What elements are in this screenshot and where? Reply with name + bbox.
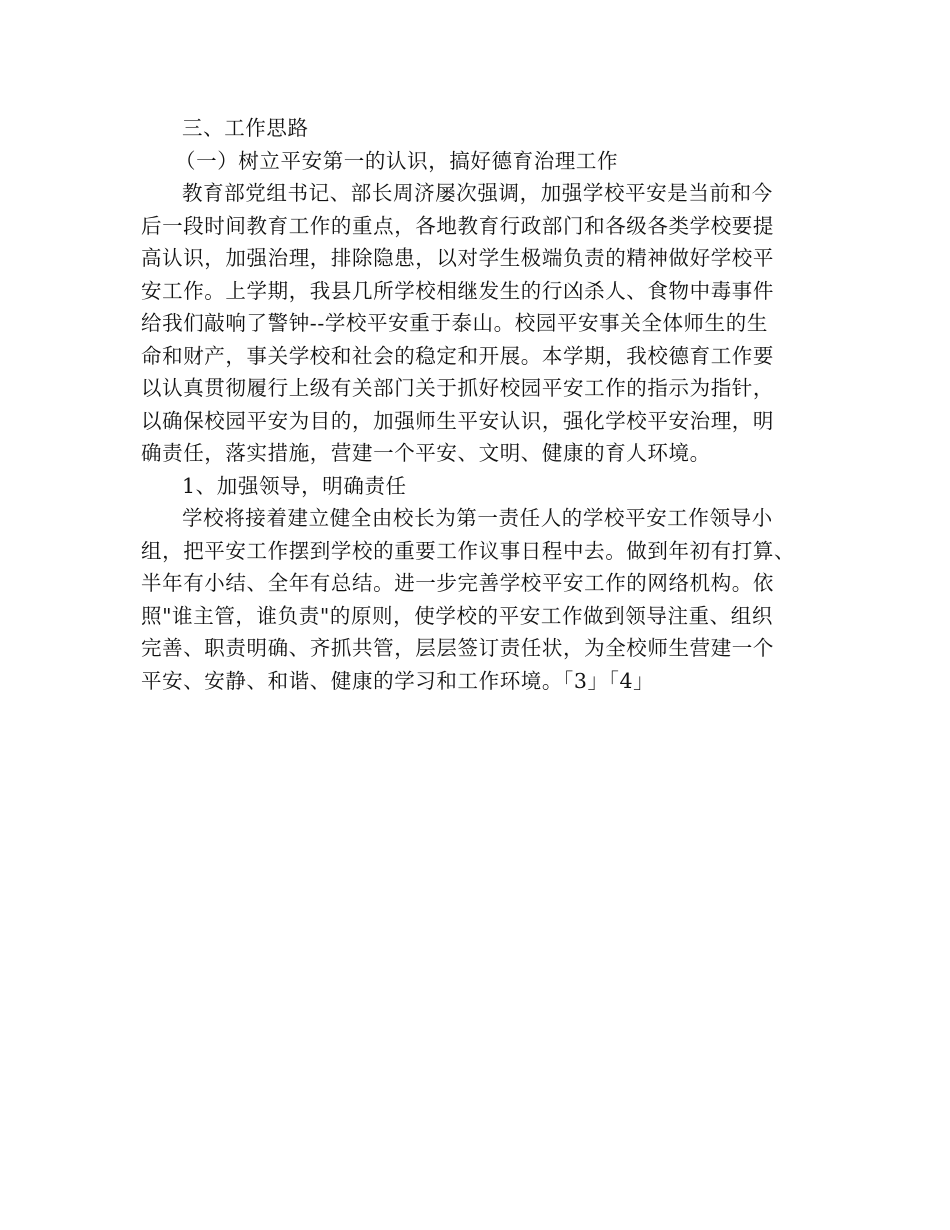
document-body — [141, 112, 821, 697]
paragraph-2 — [141, 502, 821, 697]
paragraph-line: 确责任，落实措施，营建一个平安、文明、健康的育人环境。 — [141, 441, 711, 465]
paragraph-line: 安工作。上学期，我县几所学校相继发生的行凶杀人、食物中毒事件 — [141, 278, 774, 303]
paragraph-line: 高认识，加强治理，排除隐患，以对学生极端负责的精神做好学校平 — [141, 246, 774, 270]
paragraph-line: 平安、安静、和谐、健康的学习和工作环境。「3」「4」 — [141, 668, 655, 693]
item-heading: 1、加强领导，明确责任 — [182, 473, 407, 498]
paragraph-1 — [141, 177, 821, 470]
section-heading: 三、工作思路 — [182, 116, 309, 140]
paragraph-line: 给我们敲响了警钟--学校平安重于泰山。校园平安事关全体师生的生 — [141, 311, 768, 335]
paragraph-line: 教育部党组书记、部长周济屡次强调，加强学校平安是当前和今 — [182, 181, 773, 205]
paragraph-line: 命和财产，事关学校和社会的稳定和开展。本学期，我校德育工作要 — [141, 343, 774, 368]
paragraph-line: 后一段时间教育工作的重点，各地教育行政部门和各级各类学校要提 — [141, 213, 774, 238]
paragraph-line: 学校将接着建立健全由校长为第一责任人的学校平安工作领导小 — [182, 506, 773, 530]
paragraph-line: 半年有小结、全年有总结。进一步完善学校平安工作的网络机构。依 — [141, 571, 774, 595]
paragraph-line: 组，把平安工作摆到学校的重要工作议事日程中去。做到年初有打算、 — [141, 538, 796, 563]
paragraph-line: 完善、职责明确、齐抓共管，层层签订责任状，为全校师生营建一个 — [141, 636, 774, 660]
paragraph-line: 照"谁主管，谁负责"的原则，使学校的平安工作做到领导注重、组织 — [141, 603, 773, 628]
subsection-heading: （一）树立平安第一的认识，搞好德育治理工作 — [175, 148, 619, 173]
paragraph-line: 以认真贯彻履行上级有关部门关于抓好校园平安工作的指示为指针， — [141, 376, 774, 400]
paragraph-line: 以确保校园平安为目的，加强师生平安认识，强化学校平安治理，明 — [141, 408, 774, 433]
